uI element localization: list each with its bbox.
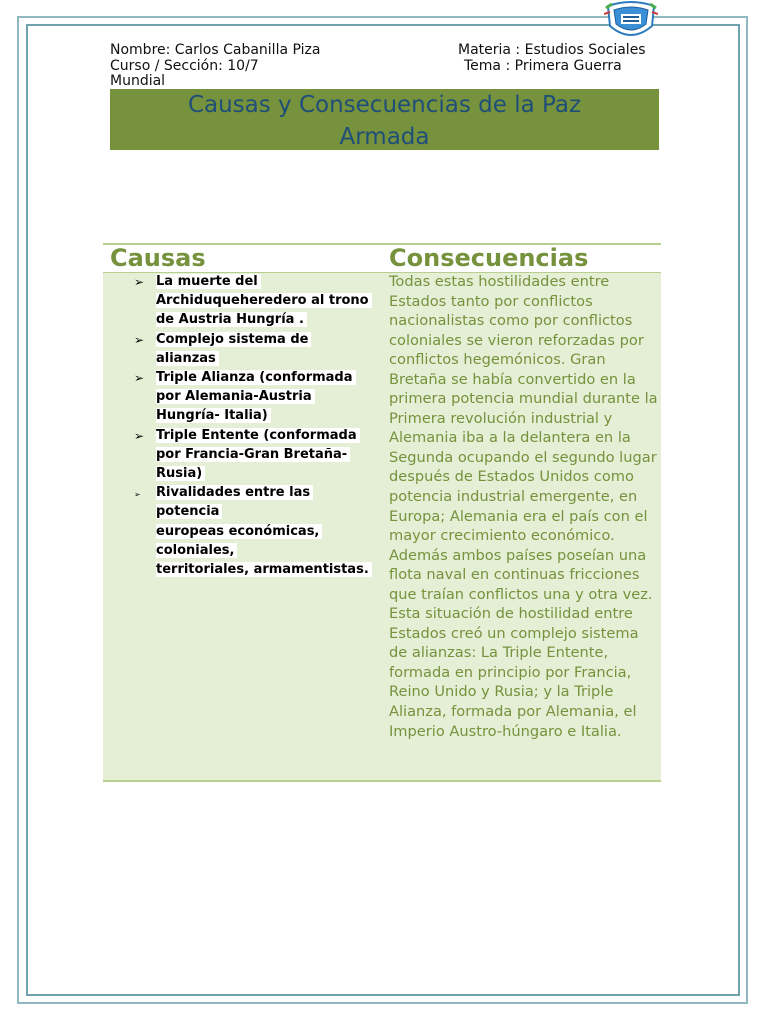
cause-line: europeas económicas, xyxy=(156,524,322,539)
title-line-1: Causas y Consecuencias de la Paz xyxy=(187,92,582,118)
cause-line: Rusia) xyxy=(156,466,205,481)
cause-line: por Francia-Gran Bretaña- xyxy=(156,447,350,462)
column-header-consecuencias: Consecuencias xyxy=(389,244,589,272)
document-title xyxy=(110,89,659,150)
cause-line: Rivalidades entre las xyxy=(156,485,313,500)
cause-line: por Alemania-Austria xyxy=(156,389,315,404)
title-line-2: Armada xyxy=(339,124,430,150)
cause-line: Triple Alianza (conformada xyxy=(156,370,356,385)
arrow-bullet-icon: ➢ xyxy=(134,371,145,386)
cause-line: Triple Entente (conformada xyxy=(156,428,360,443)
table-bottom-rule xyxy=(103,780,661,782)
arrow-bullet-icon: ➢ xyxy=(134,490,141,500)
causes-list xyxy=(134,272,384,579)
subject: Materia : Estudios Sociales xyxy=(458,42,646,58)
cause-line: alianzas xyxy=(156,351,219,366)
consequences-text: Todas estas hostilidades entre Estados tanto por conflictos nacionalistas como por conflictos coloniales se vieron reforzadas por conflictos hegemónicos. Gran Bretaña se había convertido en la primera potencia mundial durante la Primera revolución industrial y Alemania iba a la delantera en la Segunda ocupando el segundo lugar después de Estados Unidos como potencia industrial emergente, en Europa; Alemania era el país con el mayor crecimiento económico. Además ambos países poseían una flota naval en continuas fricciones que traían conflictos una y otra vez. Esta situación de hostilidad entre Estados creó un complejo sistema de alianzas: La Triple Entente, formada en principio por Francia, Reino Unido y Rusia; y la Triple Alianza, formada por Alemania, el Imperio Austro-húngaro e Italia. xyxy=(389,273,658,740)
cause-line: potencia xyxy=(156,504,222,519)
course-section: Curso / Sección: 10/7 xyxy=(110,58,259,74)
column-header-causas: Causas xyxy=(110,244,206,272)
arrow-bullet-icon: ➢ xyxy=(134,332,145,347)
topic: Tema : Primera Guerra xyxy=(464,58,622,74)
list-item xyxy=(134,368,384,426)
arrow-bullet-icon: ➢ xyxy=(134,428,145,443)
cause-line: territoriales, armamentistas. xyxy=(156,562,372,577)
list-item xyxy=(134,483,384,579)
cause-line: de Austria Hungría . xyxy=(156,312,307,327)
cause-line: Complejo sistema de xyxy=(156,332,311,347)
list-item xyxy=(134,272,384,330)
cause-line: Hungría- Italia) xyxy=(156,408,271,423)
cause-line: coloniales, xyxy=(156,543,237,558)
school-crest-icon xyxy=(604,0,658,44)
arrow-bullet-icon: ➢ xyxy=(134,275,145,289)
list-item xyxy=(134,426,384,484)
student-name: Nombre: Carlos Cabanilla Piza xyxy=(110,42,321,58)
cause-line: Archiduqueheredero al trono xyxy=(156,293,372,308)
list-item xyxy=(134,330,384,368)
cause-line: La muerte del xyxy=(156,274,261,289)
topic-continuation: Mundial xyxy=(110,73,166,89)
